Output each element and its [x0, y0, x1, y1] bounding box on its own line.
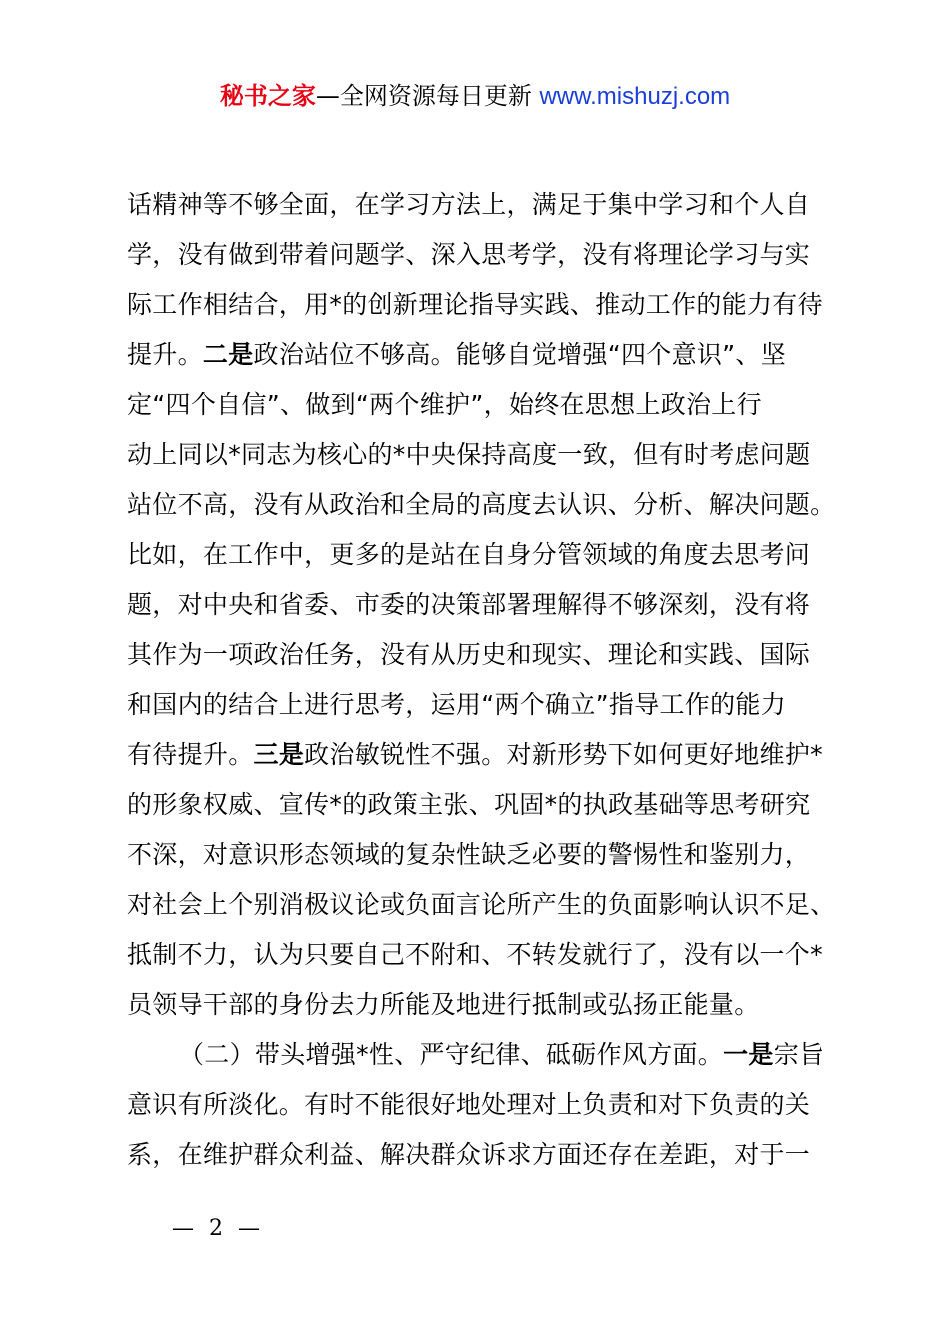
text-line — [127, 830, 847, 880]
text-segment: 学，没有做到带着问题学、深入思考学，没有将理论学习与实 — [127, 240, 811, 269]
text-line — [127, 580, 847, 630]
text-segment: 提升。 — [127, 340, 203, 369]
text-segment: 政治敏锐性不强。对新形势下如何更好地维护* — [304, 740, 823, 769]
text-segment: 站位不高，没有从政治和全局的高度去认识、分析、解决问题。 — [127, 490, 836, 519]
site-tagline: —全网资源每日更新 — [315, 82, 540, 110]
text-line — [127, 530, 847, 580]
page-number: — 2 — — [172, 1216, 264, 1241]
text-segment: 题，对中央和省委、市委的决策部署理解得不够深刻，没有将 — [127, 590, 811, 619]
site-brand-name: 秘书之家 — [219, 82, 316, 110]
text-line — [127, 230, 847, 280]
text-segment: 定“四个自信”、做到“两个维护”，始终在思想上政治上行 — [127, 390, 762, 419]
text-segment: 其作为一项政治任务，没有从历史和现实、理论和实践、国际 — [127, 640, 811, 669]
text-line — [127, 1080, 847, 1130]
text-segment: 抵制不力，认为只要自己不附和、不转发就行了，没有以一个* — [127, 940, 823, 969]
text-line — [127, 1030, 847, 1080]
text-line — [127, 780, 847, 830]
text-segment: 际工作相结合，用*的创新理论指导实践、推动工作的能力有待 — [127, 290, 823, 319]
text-line — [127, 730, 847, 780]
text-line — [127, 330, 847, 380]
text-segment: 话精神等不够全面，在学习方法上，满足于集中学习和个人自 — [127, 190, 811, 219]
text-segment: 意识有所淡化。有时不能很好地处理对上负责和对下负责的关 — [127, 1090, 811, 1119]
text-line — [127, 680, 847, 730]
emphasis-text: 二是 — [202, 340, 254, 369]
text-line — [127, 280, 847, 330]
text-segment: 宗旨 — [773, 1040, 825, 1069]
document-body-text — [127, 180, 847, 1180]
text-segment: 动上同以*同志为核心的*中央保持高度一致，但有时考虑问题 — [127, 440, 811, 469]
text-line — [127, 930, 847, 980]
text-line — [127, 630, 847, 680]
text-line — [127, 980, 847, 1030]
text-line — [127, 380, 847, 430]
text-segment: 不深，对意识形态领域的复杂性缺乏必要的警惕性和鉴别力， — [127, 840, 811, 869]
emphasis-text: 一是 — [723, 1040, 774, 1069]
text-segment: 系，在维护群众利益、解决群众诉求方面还存在差距，对于一 — [127, 1140, 811, 1169]
text-line — [127, 430, 847, 480]
text-segment: 和国内的结合上进行思考，运用“两个确立”指导工作的能力 — [127, 690, 787, 719]
text-segment: （二）带头增强*性、严守纪律、砥砺作风方面。 — [179, 1040, 724, 1069]
text-segment: 有待提升。 — [127, 740, 254, 769]
text-line — [127, 180, 847, 230]
text-line — [127, 480, 847, 530]
text-line — [127, 880, 847, 930]
text-segment: 对社会上个别消极议论或负面言论所产生的负面影响认识不足、 — [127, 890, 836, 919]
site-url-link[interactable]: www.mishuzj.com — [539, 83, 731, 110]
text-segment: 政治站位不够高。能够自觉增强“四个意识”、坚 — [253, 340, 787, 369]
emphasis-text: 三是 — [253, 740, 305, 769]
text-line — [127, 1130, 847, 1180]
text-segment: 比如，在工作中，更多的是站在自身分管领域的角度去思考问 — [127, 540, 811, 569]
site-watermark-header — [0, 80, 950, 113]
text-segment: 员领导干部的身份去力所能及地进行抵制或弘扬正能量。 — [127, 990, 760, 1019]
text-segment: 的形象权威、宣传*的政策主张、巩固*的执政基础等思考研究 — [127, 790, 811, 819]
